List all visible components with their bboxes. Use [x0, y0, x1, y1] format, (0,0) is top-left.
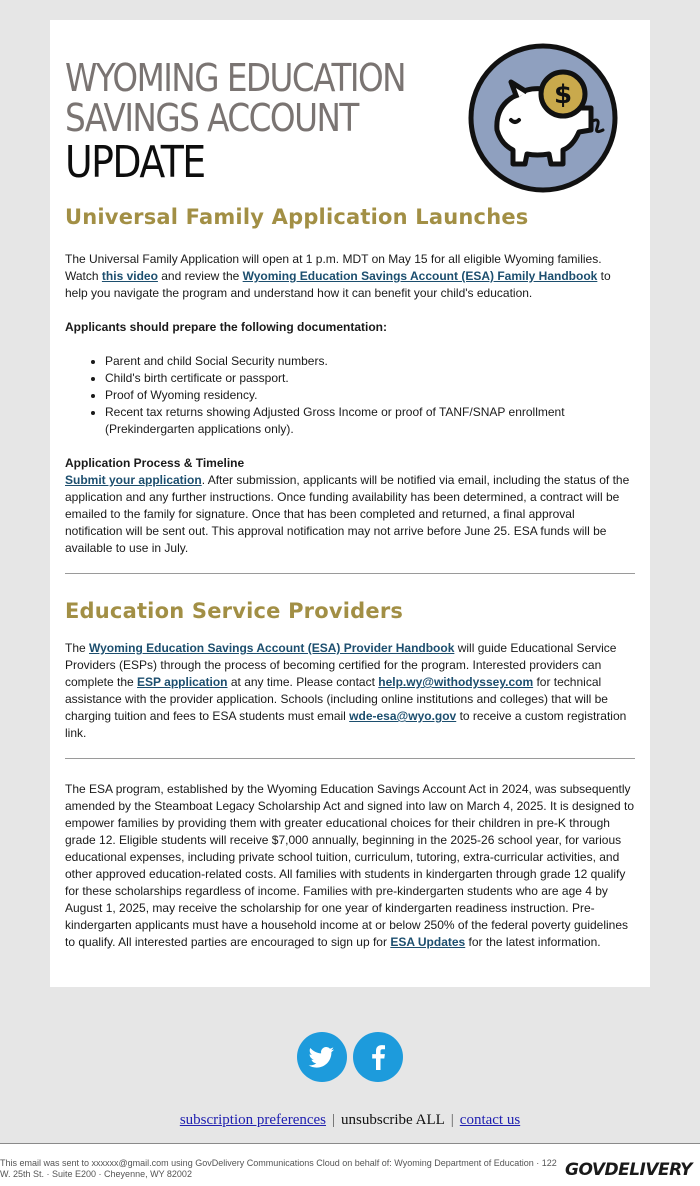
contact-us-link[interactable]: contact us — [459, 1112, 521, 1128]
list-item: • Recent tax returns showing Adjusted Gross Income or proof of TANF/SNAP enrollment (Prekindergarten applications only). — [105, 404, 635, 438]
title-line-2: SAVINGS ACCOUNT — [65, 96, 358, 140]
piggy-bank-icon — [467, 42, 619, 194]
svg-text:$: $ — [553, 80, 573, 110]
wde-email-link[interactable]: wde-esa@wyo.gov — [349, 709, 457, 723]
docs-list — [65, 353, 635, 438]
separator: | — [332, 1112, 336, 1128]
footer-links — [0, 1112, 700, 1129]
title-line-1: WYOMING EDUCATION — [65, 56, 406, 100]
provider-handbook-link[interactable]: Wyoming Education Savings Account (ESA) Provider Handbook — [89, 641, 455, 655]
video-link[interactable]: this video — [101, 269, 158, 283]
process-heading: Application Process & Timeline — [65, 456, 245, 470]
footer-bar — [0, 1143, 700, 1186]
twitter-button[interactable] — [297, 1032, 347, 1082]
section-heading-application: Universal Family Application Launches — [65, 205, 529, 229]
newsletter-title — [65, 58, 405, 188]
hero-header — [65, 20, 635, 205]
twitter-icon — [297, 1032, 347, 1082]
process-text: Submit your application. After submission, applicants will be notified via email, including the status of the application and any further instructions. Once funding availability has been determined, a contract will be emailed to the family for signature. Once that has been completed and returned, a final approval notification will be sent out. This approval notification may not arrive before June 25. ESA funds will be available to use in July. — [65, 473, 630, 555]
facebook-icon — [353, 1032, 403, 1082]
family-handbook-link[interactable]: Wyoming Education Savings Account (ESA) Family Handbook — [242, 269, 598, 283]
list-item: • Child's birth certificate or passport. — [105, 370, 635, 387]
social-links — [0, 1032, 700, 1082]
email-card — [50, 20, 650, 987]
title-line-3: UPDATE — [65, 137, 205, 188]
providers-text: The Wyoming Education Savings Account (ESA) Provider Handbook will guide Educational Service Providers (ESPs) through the process of becoming certified for the program. Interested providers can complete the ESP application at any time. Please contact help.wy@withodyssey.com for technical assistance with the provider application. Schools (including online institutions and colleges) that will be charging tuition and fees to ESA students must email wde-esa@wyo.gov to receive a custom registration link. — [65, 641, 627, 740]
esp-application-link[interactable]: ESP application — [137, 675, 228, 689]
list-item: • Parent and child Social Security numbers. — [105, 353, 635, 370]
submit-application-link[interactable]: Submit your application — [65, 473, 202, 487]
facebook-button[interactable] — [353, 1032, 403, 1082]
list-item: • Proof of Wyoming residency. — [105, 387, 635, 404]
separator: | — [450, 1112, 454, 1128]
program-overview-text: The ESA program, established by the Wyoming Education Savings Account Act in 2024, was subsequently amended by the Steamboat Legacy Scholarship Act and signed into law on March 4, 2025. It is designed to empower families by providing them with greater educational choices for their children in pre-K through grade 12. Eligible students will receive $7,000 annually, beginning in the 2025-26 school year, for various educational expenses, including private school tuition, curriculum, tutoring, extra-curricular activities, and other approved education-related costs. All families with students in kindergarten through grade 12 qualify for these scholarships regardless of income. Families with pre-kindergarten students who are age 4 by August 1, 2025, may receive the scholarship for one year of kindergarten readiness instruction. Pre-kindergarten applicants must have a household income at or below 250% of the federal poverty guidelines to qualify. All interested parties are encouraged to sign up for ESA Updates for the latest information. — [65, 782, 635, 949]
help-email-link[interactable]: help.wy@withodyssey.com — [378, 675, 534, 689]
disclaimer-text: This email was sent to xxxxxx@gmail.com using GovDelivery Communications Cloud on behalf of: Wyoming Department of Education · 122 W. 25th St. · Suite E200 · Cheyenne, WY 82002 — [0, 1158, 557, 1179]
subscription-preferences-link[interactable]: subscription preferences — [179, 1112, 327, 1128]
unsubscribe-all-text[interactable]: unsubscribe ALL — [341, 1112, 445, 1128]
docs-heading: Applicants should prepare the following documentation: — [65, 320, 388, 334]
esa-updates-link[interactable]: ESA Updates — [390, 935, 466, 949]
section-heading-providers: Education Service Providers — [65, 599, 404, 623]
application-intro: The Universal Family Application will open at 1 p.m. MDT on May 15 for all eligible Wyoming families. Watch this video and review the Wyoming Education Savings Account (ESA) Family Handbook to help you navigate the program and understand how it can benefit your child's education. — [65, 252, 611, 300]
govdelivery-logo[interactable]: GOVDELIVERY — [565, 1160, 692, 1180]
